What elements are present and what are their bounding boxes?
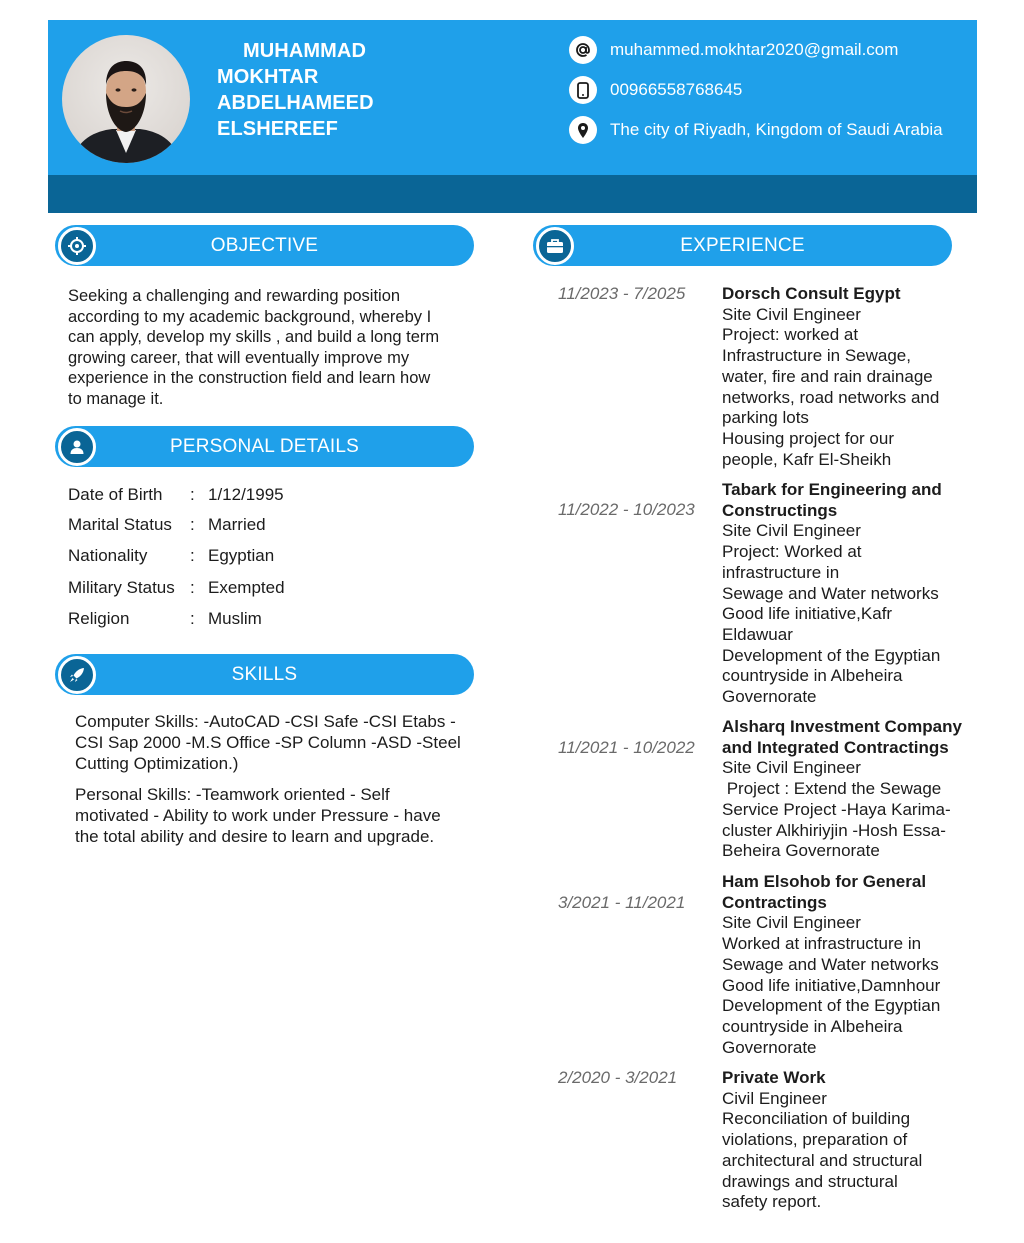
experience-item [722, 1068, 967, 1213]
experience-detail: Governorate [722, 687, 817, 707]
company-name: Alsharq Investment Company [722, 717, 962, 736]
contact-location [569, 116, 943, 144]
objective-line: according to my academic background, whereby I [68, 307, 432, 326]
experience-detail: countryside in Albeheira [722, 1016, 903, 1036]
experience-detail: Sewage and Water networks [722, 954, 939, 974]
skills-line: Cutting Optimization.) [75, 753, 239, 773]
experience-detail: Good life initiative,Damnhour [722, 975, 941, 995]
experience-detail: Infrastructure in Sewage, [722, 346, 911, 366]
objective-line: can apply, develop my skills , and build a long term [68, 328, 440, 346]
briefcase-icon [536, 227, 574, 265]
objective-line: to manage it. [68, 389, 164, 408]
company-name: Tabark for Engineering and [722, 480, 942, 499]
candidate-name [217, 38, 417, 142]
experience-detail: countryside in Albeheira [722, 666, 903, 686]
personal-skills [75, 785, 475, 847]
experience-date: 3/2021 - 11/2021 [558, 893, 686, 912]
profile-photo [62, 35, 190, 163]
section-title: PERSONAL DETAILS [169, 436, 360, 457]
experience-detail: Site Civil Engineer [722, 521, 861, 541]
objective-line: experience in the construction field and learn how [68, 369, 431, 387]
skills-line: motivated - Ability to work under Pressure - have [75, 805, 441, 825]
personal-value: Egyptian [208, 546, 275, 565]
section-header-personal-details [55, 426, 474, 467]
name-line: ABDELHAMEED [217, 92, 374, 114]
company-name: Constructings [722, 500, 838, 520]
experience-item [722, 284, 967, 470]
experience-detail: architectural and structural [722, 1150, 923, 1170]
objective-line: Seeking a challenging and rewarding position [68, 287, 401, 305]
phone-text[interactable]: 00966558768645 [610, 80, 743, 99]
experience-detail: Reconciliation of building [722, 1109, 911, 1129]
experience-detail: networks, road networks and [722, 387, 940, 407]
phone-icon [569, 76, 597, 104]
experience-detail: safety report. [722, 1192, 822, 1212]
company-name: Contractings [722, 892, 827, 912]
objective-line: growing career, that will eventually improve my [68, 348, 410, 367]
at-icon [569, 36, 597, 64]
experience-detail: Sewage and Water networks [722, 583, 939, 603]
contact-email [569, 36, 898, 64]
name-line: MOKHTAR [217, 66, 319, 88]
experience-detail: Beheira Governorate [722, 841, 880, 861]
experience-item [722, 872, 967, 1058]
experience-detail: people, Kafr El-Sheikh [722, 449, 892, 469]
personal-separator: : [190, 485, 195, 504]
section-header-skills [55, 654, 474, 695]
company-name: and Integrated Contractings [722, 737, 949, 757]
experience-detail: Project: worked at [722, 325, 859, 345]
objective-text [68, 286, 478, 409]
personal-label: Military Status [68, 578, 175, 597]
personal-label: Religion [68, 609, 130, 628]
rocket-icon [58, 656, 96, 694]
experience-detail: cluster Alkhiriyjin -Hosh Essa- [722, 820, 946, 840]
personal-label: Marital Status [68, 515, 172, 534]
user-icon [58, 428, 96, 466]
experience-date: 11/2023 - 7/2025 [558, 284, 686, 303]
section-header-experience [533, 225, 952, 266]
personal-label: Date of Birth [68, 485, 163, 504]
experience-detail: Worked at infrastructure in [722, 934, 922, 954]
experience-detail: Governorate [722, 1037, 817, 1057]
experience-date: 11/2021 - 10/2022 [558, 738, 695, 757]
skills-line: CSI Sap 2000 -M.S Office -SP Column -ASD -Steel [75, 732, 461, 752]
experience-detail: Civil Engineer [722, 1088, 827, 1108]
skills-line: Computer Skills: -AutoCAD -CSI Safe -CSI Etabs - [75, 712, 456, 731]
experience-detail: Project : Extend the Sewage [722, 779, 942, 799]
personal-separator: : [190, 546, 195, 565]
email-text[interactable]: muhammed.mokhtar2020@gmail.com [610, 40, 899, 59]
experience-detail: violations, preparation of [722, 1130, 908, 1150]
experience-date: 2/2020 - 3/2021 [558, 1068, 678, 1087]
personal-separator: : [190, 609, 195, 628]
experience-date: 11/2022 - 10/2023 [558, 500, 695, 519]
experience-detail: Eldawuar [722, 624, 793, 644]
computer-skills [75, 712, 475, 774]
company-name: Private Work [722, 1068, 826, 1087]
experience-detail: parking lots [722, 408, 809, 428]
personal-value: Married [208, 515, 266, 534]
header-band [48, 175, 977, 213]
map-pin-icon [569, 116, 597, 144]
experience-item [722, 717, 967, 862]
experience-detail: infrastructure in [722, 562, 840, 582]
experience-item [722, 480, 967, 708]
section-title: OBJECTIVE [210, 235, 319, 256]
personal-value: Muslim [208, 609, 262, 628]
target-icon [58, 227, 96, 265]
experience-detail: Service Project -Haya Karima- [722, 799, 951, 819]
experience-detail: Development of the Egyptian [722, 996, 941, 1016]
section-title: SKILLS [231, 664, 298, 685]
experience-detail: Site Civil Engineer [722, 913, 861, 933]
company-name: Ham Elsohob for General [722, 872, 927, 891]
personal-value: Exempted [208, 578, 285, 597]
personal-value: 1/12/1995 [208, 485, 284, 504]
section-header-objective [55, 225, 474, 266]
experience-detail: Project: Worked at [722, 542, 862, 562]
experience-detail: Housing project for our [722, 428, 894, 448]
section-title: EXPERIENCE [680, 235, 805, 256]
personal-label: Nationality [68, 546, 148, 565]
skills-line: Personal Skills: -Teamwork oriented - Self [75, 785, 390, 804]
experience-detail: water, fire and rain drainage [722, 366, 933, 386]
name-line: ELSHEREEF [217, 118, 338, 140]
experience-detail: drawings and structural [722, 1171, 898, 1191]
experience-detail: Site Civil Engineer [722, 304, 861, 324]
experience-detail: Good life initiative,Kafr [722, 604, 893, 624]
name-line: MUHAMMAD [243, 40, 366, 62]
experience-detail: Development of the Egyptian [722, 645, 941, 665]
location-text: The city of Riyadh, Kingdom of Saudi Arabia [610, 120, 943, 139]
personal-separator: : [190, 578, 195, 597]
personal-separator: : [190, 515, 195, 534]
company-name: Dorsch Consult Egypt [722, 284, 901, 303]
contact-phone [569, 76, 742, 104]
skills-line: the total ability and desire to learn and upgrade. [75, 826, 435, 846]
experience-detail: Site Civil Engineer [722, 758, 861, 778]
